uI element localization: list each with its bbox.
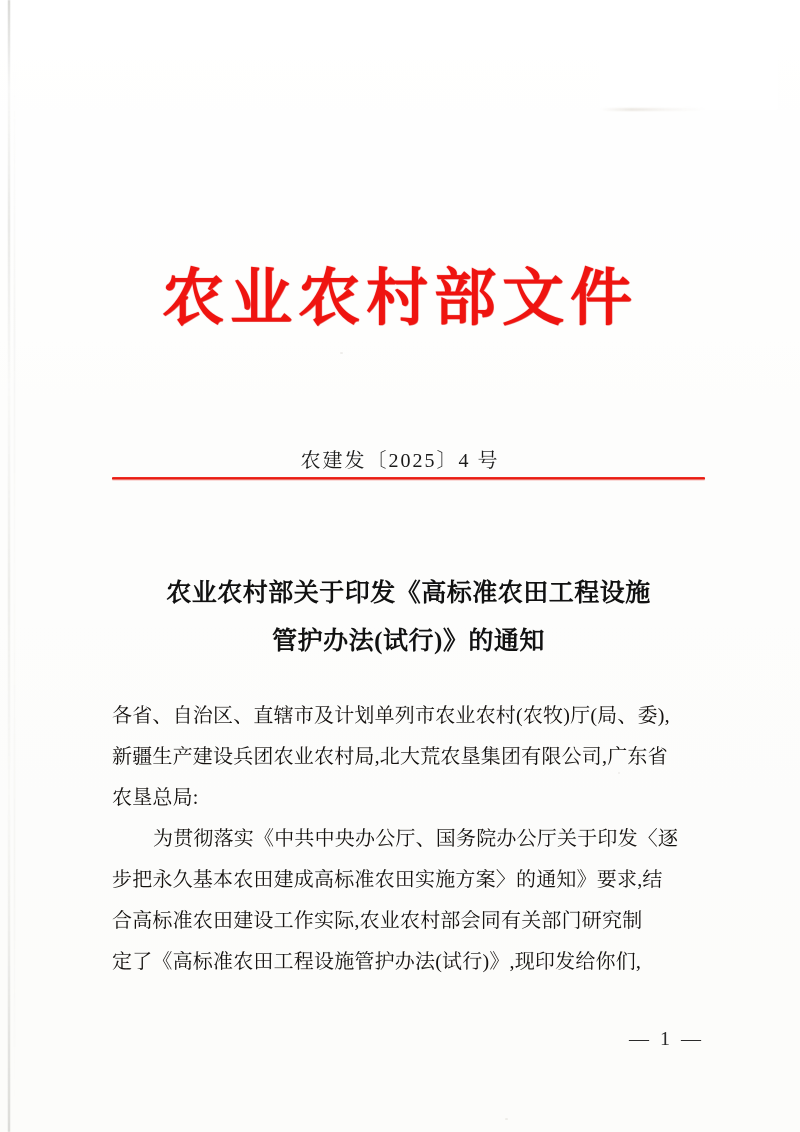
addressee-line: 各省、自治区、直辖市及计划单列市农业农村(农牧)厅(局、委), — [112, 705, 670, 727]
document-number: 农建发〔2025〕4 号 — [300, 450, 500, 472]
scan-artifact-patch-shadow — [600, 108, 778, 111]
body-paragraph-line: 为贯彻落实《中共中央办公厅、国务院办公厅关于印发〈逐 — [153, 828, 679, 850]
scan-artifact-left-streak-secondary — [14, 60, 15, 1100]
addressee-line: 新疆生产建设兵团农业农村局,北大荒农垦集团有限公司,广东省 — [112, 746, 668, 768]
scan-artifact-bright-patch — [600, 14, 778, 110]
document-title-line: 农业农村部关于印发《高标准农田工程设施 — [166, 580, 651, 607]
addressee-line: 农垦总局: — [112, 787, 199, 809]
masthead — [0, 265, 800, 333]
paper-speckle — [340, 352, 343, 354]
document-body — [112, 696, 707, 983]
paper-speckle — [505, 1118, 508, 1120]
red-separator-rule — [112, 477, 705, 480]
body-paragraph-line: 合高标准农田建设工作实际,农业农村部会同有关部门研究制 — [112, 910, 643, 932]
addressee-block — [112, 696, 707, 819]
document-title-line: 管护办法(试行)》的通知 — [272, 628, 545, 655]
body-paragraph-line: 步把永久基本农田建成高标准农田实施方案〉的通知》要求,结 — [112, 869, 663, 891]
scan-artifact-left-streak — [8, 0, 10, 1132]
masthead-title: 农业农村部文件 — [161, 265, 638, 333]
page-number: — 1 — — [629, 1028, 704, 1050]
body-paragraph — [112, 819, 707, 983]
document-title — [112, 570, 705, 666]
body-paragraph-line: 定了《高标准农田工程设施管护办法(试行)》,现印发给你们, — [112, 951, 642, 973]
